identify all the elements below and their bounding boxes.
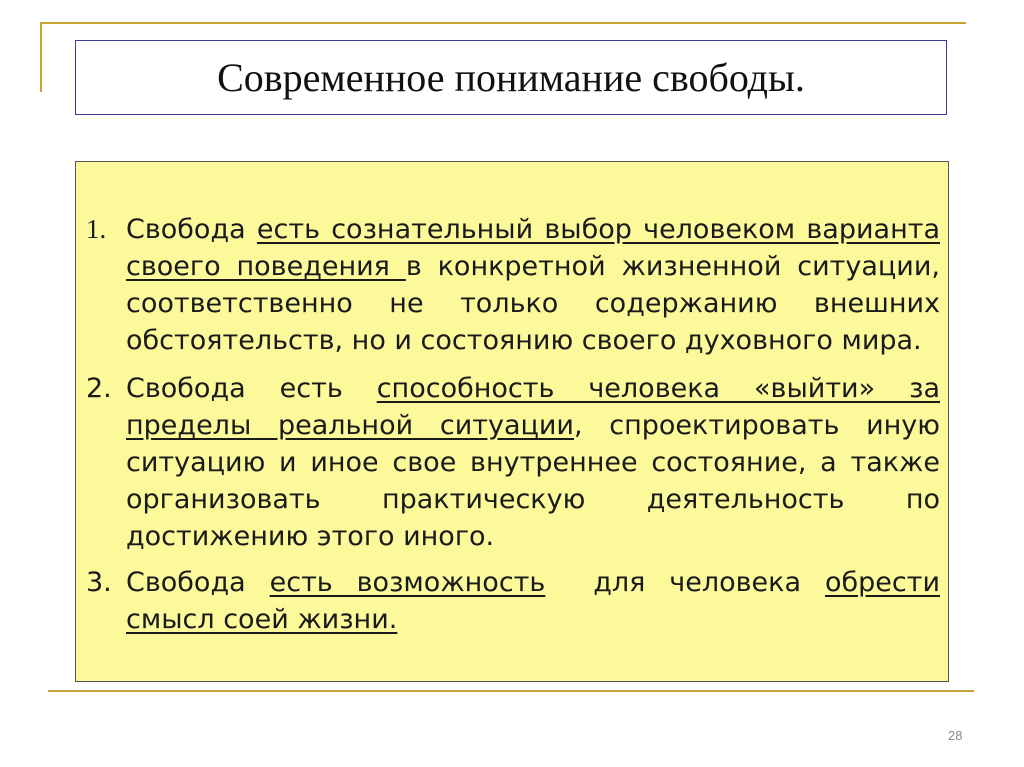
top-decor-line: [40, 22, 966, 24]
content-box: [75, 161, 949, 682]
item-text-part: для человека: [545, 567, 825, 598]
left-decor-line: [40, 22, 42, 92]
item-text-part: Свобода: [126, 214, 257, 245]
item-number: 1.: [86, 214, 107, 244]
item-number: 3.: [86, 567, 112, 598]
item-number: 2.: [86, 373, 112, 404]
list-item: [86, 370, 940, 555]
item-text-part-underlined: обрести смысл соей жизни.: [126, 567, 941, 635]
item-text: [126, 370, 940, 555]
item-text-part-underlined: есть сознательный выбор человеком варианта своего поведения: [126, 214, 941, 282]
item-text-part: Свобода есть: [126, 373, 377, 404]
item-text-part: в конкретной жизненной ситуации, соответственно не только содержанию внешних обстоятельств, но и состоянию своего духовного мира.: [126, 251, 940, 356]
list-item: [86, 564, 940, 638]
list-item: [86, 211, 940, 359]
item-text-part-underlined: способность человека «выйти» за пределы реальной ситуации: [126, 373, 940, 441]
item-text-part-underlined: есть возможность: [269, 567, 546, 598]
item-text-part: , спроектировать иную ситуацию и иное свое внутреннее состояние, а также организовать практическую деятельность по достижению этого иного.: [126, 410, 940, 552]
item-text-part: Свобода: [126, 567, 270, 598]
bottom-decor-line: [48, 690, 974, 692]
item-text: [126, 211, 940, 359]
item-text: [126, 564, 940, 638]
title-box: [75, 40, 947, 115]
slide-title: Современное понимание свободы.: [217, 55, 805, 100]
page-number: 28: [948, 728, 963, 743]
